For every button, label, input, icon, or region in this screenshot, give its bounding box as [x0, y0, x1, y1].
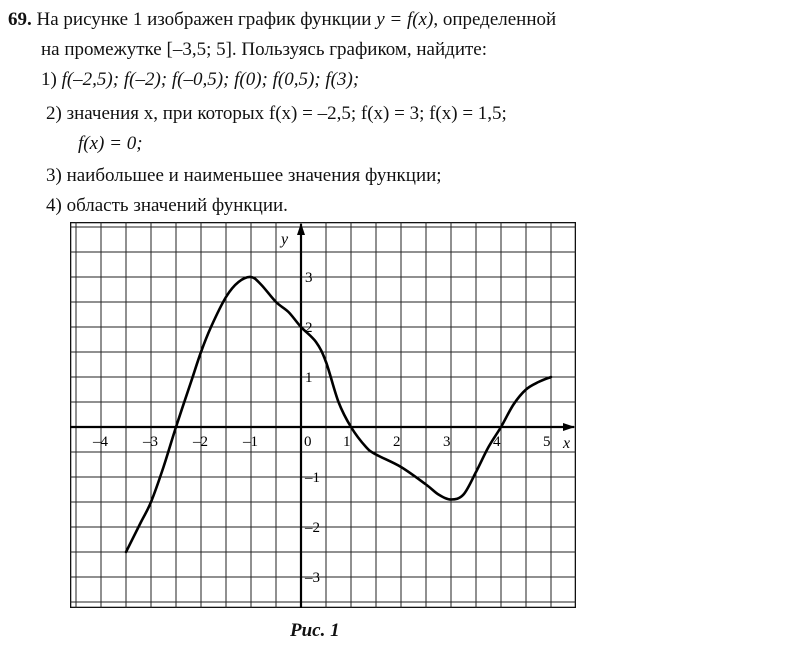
intro-text-end: , определенной — [433, 9, 557, 30]
task-item-3-text: наибольшее и наименьшее значения функции; — [66, 165, 442, 186]
task-item-1 — [41, 66, 359, 93]
x-tick-label: 2 — [393, 434, 401, 450]
task-item-4 — [46, 192, 288, 219]
x-tick-label: 1 — [343, 434, 351, 450]
y-axis-arrow — [297, 223, 305, 235]
problem-number: 69. — [8, 9, 32, 30]
intro-function: y = f(x) — [376, 9, 434, 30]
grid — [70, 222, 576, 608]
y-tick-label: –2 — [305, 520, 320, 536]
x-tick-label: –3 — [143, 434, 158, 450]
task-item-1-text: f(–2,5); f(–2); f(–0,5); f(0); f(0,5); f(3); — [61, 69, 360, 90]
axes — [70, 223, 575, 608]
x-tick-label: –4 — [93, 434, 108, 450]
tick-labels — [92, 231, 570, 586]
task-item-2 — [46, 100, 507, 127]
task-item-3-label: 3) — [46, 165, 62, 186]
problem-line-1 — [8, 6, 556, 33]
task-item-3 — [46, 162, 442, 189]
x-tick-label: 4 — [493, 434, 501, 450]
x-tick-label: –1 — [243, 434, 258, 450]
x-axis-arrow — [563, 423, 575, 431]
x-tick-label: 5 — [543, 434, 551, 450]
x-tick-label: 3 — [443, 434, 451, 450]
function-curve-group — [126, 277, 551, 552]
x-tick-label: –2 — [193, 434, 208, 450]
x-axis-label: x — [563, 435, 571, 452]
y-tick-label: 1 — [305, 370, 313, 386]
task-item-2-text: значения x, при которых f(x) = –2,5; f(x) = 3; f(x) = 1,5; — [66, 103, 507, 124]
task-item-4-label: 4) — [46, 195, 62, 216]
y-axis-label: y — [281, 231, 289, 248]
task-item-2-cont-text: f(x) = 0; — [78, 133, 143, 154]
y-tick-label: –1 — [305, 470, 320, 486]
task-item-2-continuation — [78, 130, 143, 157]
function-curve — [126, 277, 551, 552]
task-item-2-label: 2) — [46, 103, 62, 124]
task-item-1-label: 1) — [41, 69, 57, 90]
x-tick-label: 0 — [304, 434, 312, 450]
figure-caption: Рис. 1 — [290, 620, 340, 641]
intro-text: На рисунке 1 изображен график функции — [36, 9, 372, 30]
problem-line-2: на промежутке [–3,5; 5]. Пользуясь графиком, найдите: — [41, 39, 488, 60]
y-tick-label: –3 — [305, 570, 320, 586]
y-tick-label: 3 — [305, 270, 313, 286]
function-graph — [70, 222, 576, 608]
y-tick-label: 2 — [305, 320, 313, 336]
grid-border — [71, 223, 576, 608]
task-item-4-text: область значений функции. — [66, 195, 288, 216]
